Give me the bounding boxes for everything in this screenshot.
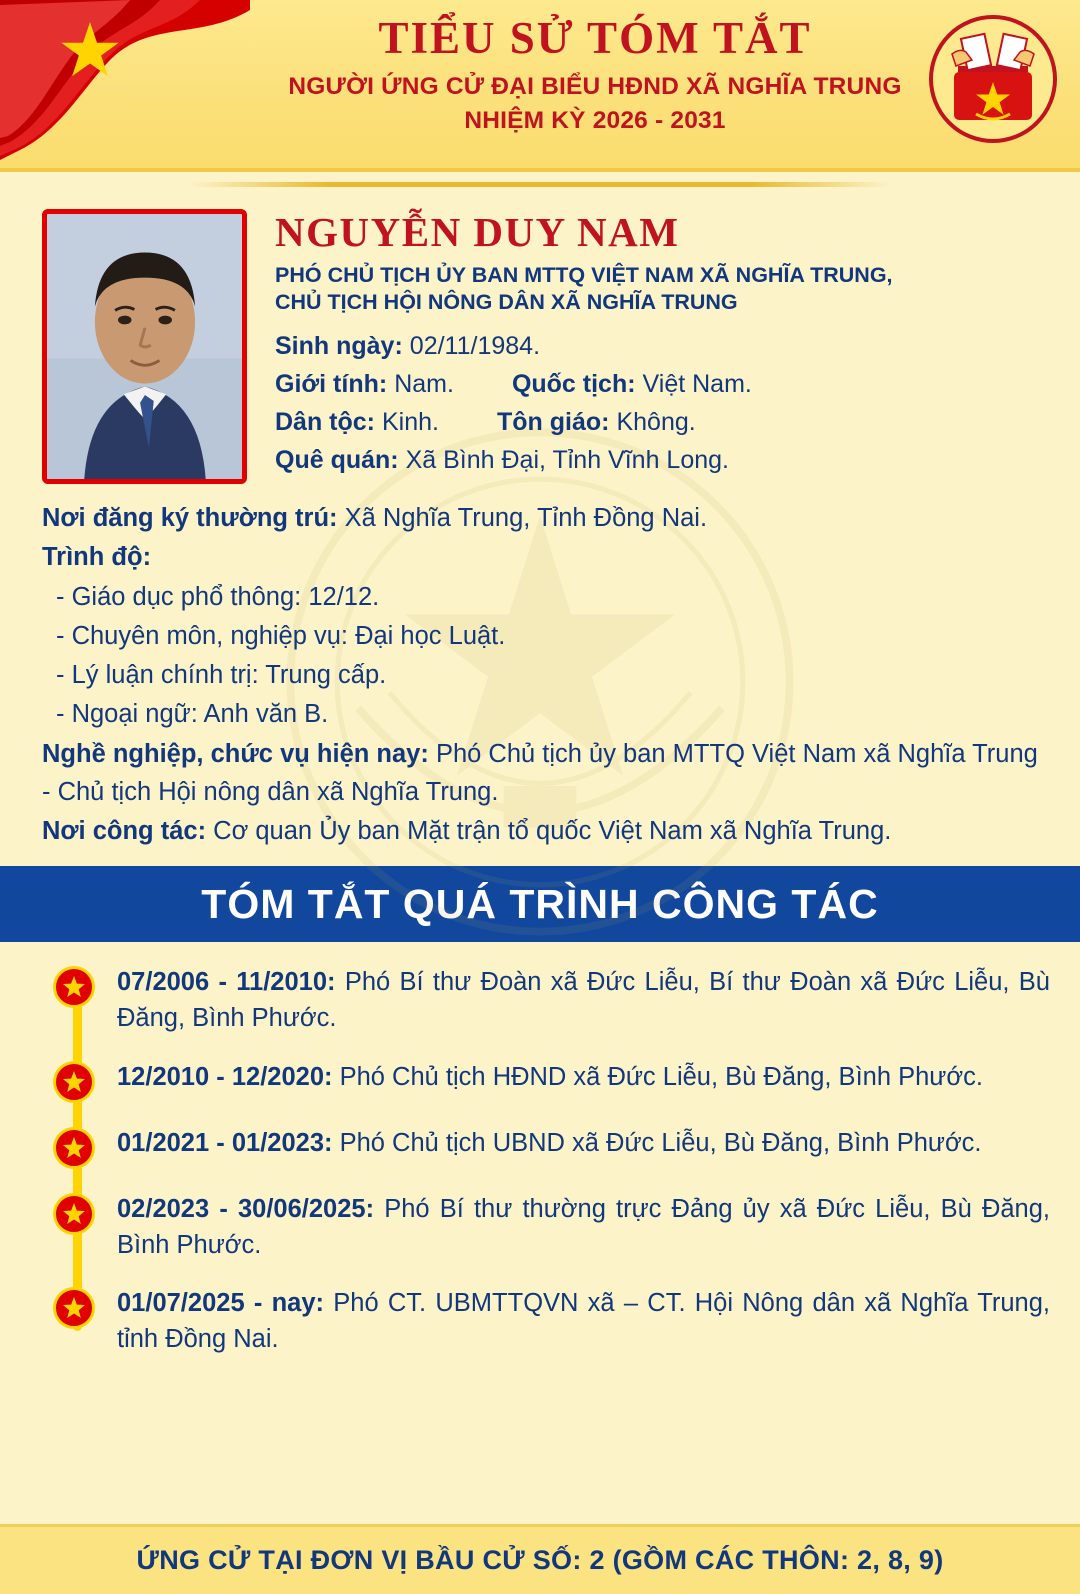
candidate-info-list [275,327,1046,479]
education-item-2: - Lý luận chính trị: Trung cấp. [56,661,387,689]
timeline-item [52,1285,1050,1357]
timeline-description: Phó Chủ tịch HĐND xã Đức Liễu, Bù Đăng, Bình Phước. [332,1062,983,1091]
birth-value: 02/11/1984. [409,331,541,360]
work-history-timeline [0,942,1080,1389]
timeline-period: 12/2010 - 12/2020: [117,1062,333,1091]
timeline-text [117,1125,1050,1161]
candidate-role-line-2: CHỦ TỊCH HỘI NÔNG DÂN XÃ NGHĨA TRUNG [275,289,738,314]
religion-value: Không. [616,407,696,436]
poster-header [0,0,1080,172]
gender-label: Giới tính: [275,369,388,398]
timeline-period: 07/2006 - 11/2010: [117,968,336,997]
star-bullet-icon [53,1061,95,1103]
candidate-identity [275,209,1046,484]
header-title-block [250,14,940,135]
residence-label: Nơi đăng ký thường trú: [42,504,338,532]
detail-workplace [42,812,1046,850]
timeline-item [52,1191,1050,1263]
info-row-gender-nationality [275,365,1046,403]
timeline-period: 01/2021 - 01/2023: [117,1128,333,1157]
candidate-role-line-1: PHÓ CHỦ TỊCH ỦY BAN MTTQ VIỆT NAM XÃ NGHĨA TRUNG, [275,263,893,288]
hometown-value: Xã Bình Đại, Tỉnh Vĩnh Long. [405,445,729,474]
timeline-text [117,1285,1050,1357]
timeline-description: Phó Bí thư Đoàn xã Đức Liễu, Bí thư Đoàn xã Đức Liễu, Bù Đăng, Bình Phước. [117,968,1050,1033]
ethnicity-label: Dân tộc: [275,407,375,436]
residence-value: Xã Nghĩa Trung, Tỉnh Đồng Nai. [344,504,708,532]
info-row-birth [275,327,1046,365]
star-bullet-icon [53,1127,95,1169]
hometown-label: Quê quán: [275,445,399,474]
education-item-0: - Giáo dục phổ thông: 12/12. [56,582,380,611]
timeline-text [117,964,1050,1036]
candidate-photo [42,209,247,484]
timeline-description: Phó Bí thư thường trực Đảng ủy xã Đức Liễu, Bù Đăng, Bình Phước. [117,1194,1050,1259]
poster-footer [0,1524,1080,1594]
timeline-text [117,1191,1050,1263]
timeline-item [52,1059,1050,1103]
nationality-label: Quốc tịch: [511,369,636,398]
workplace-label: Nơi công tác: [42,817,207,845]
poster-title: TIỂU SỬ TÓM TẮT [378,13,812,63]
timeline-item [52,964,1050,1036]
info-row-hometown [275,441,1046,479]
religion-label: Tôn giáo: [496,407,610,436]
star-bullet-icon [53,966,95,1008]
vietnam-flag-icon [0,0,250,170]
education-item-3: - Ngoại ngữ: Anh văn B. [56,700,329,729]
detail-residence [42,499,1046,537]
poster-body [0,182,1080,1389]
candidate-profile [0,187,1080,484]
detail-job [42,735,1046,812]
birth-label: Sinh ngày: [275,331,403,360]
footer-text: ỨNG CỬ TẠI ĐƠN VỊ BẦU CỬ SỐ: 2 (GỒM CÁC THÔN: 2, 8, 9) [136,1545,944,1575]
section-header-work-history [0,866,1080,942]
star-bullet-icon [53,1287,95,1329]
timeline-description: Phó Chủ tịch UBND xã Đức Liễu, Bù Đăng, Bình Phước. [332,1128,982,1157]
education-item-1: - Chuyên môn, nghiệp vụ: Đại học Luật. [56,621,506,650]
timeline-period: 02/2023 - 30/06/2025: [117,1194,375,1223]
section-title: TÓM TẮT QUÁ TRÌNH CÔNG TÁC [201,880,879,927]
poster-subtitle-2: NHIỆM KỲ 2026 - 2031 [464,106,726,134]
candidate-details [0,484,1080,850]
job-value: Phó Chủ tịch ủy ban MTTQ Việt Nam xã Nghĩa Trung - Chủ tịch Hội nông dân xã Nghĩa Trung. [42,739,1038,806]
timeline-description: Phó CT. UBMTTQVN xã – CT. Hội Nông dân xã Nghĩa Trung, tỉnh Đồng Nai. [117,1289,1050,1354]
workplace-value: Cơ quan Ủy ban Mặt trận tổ quốc Việt Nam xã Nghĩa Trung. [213,817,892,845]
info-row-ethnicity-religion [275,403,1046,441]
ethnicity-value: Kinh. [382,407,439,436]
timeline-period: 01/07/2025 - nay: [117,1289,325,1318]
timeline-text [117,1059,1050,1095]
detail-education-label [42,538,1046,576]
poster-subtitle-1: NGƯỜI ỨNG CỬ ĐẠI BIỂU HĐND XÃ NGHĨA TRUNG [288,72,902,100]
gender-value: Nam. [394,369,454,398]
star-bullet-icon [53,1193,95,1235]
job-label: Nghề nghiệp, chức vụ hiện nay: [42,739,429,768]
portrait-image [47,214,242,479]
education-label: Trình độ: [42,543,152,572]
ballot-box-icon [928,14,1058,144]
candidate-name: NGUYỄN DUY NAM [275,209,680,255]
nationality-value: Việt Nam. [642,369,752,398]
timeline-item [52,1125,1050,1169]
